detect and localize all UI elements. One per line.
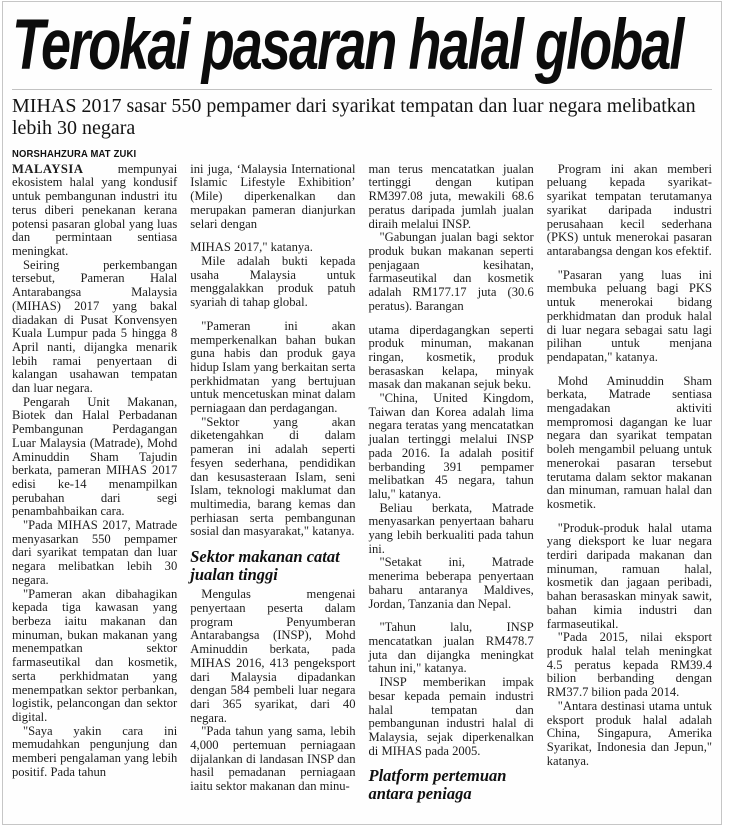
article-paragraph: "Pada 2015, nilai eksport produk halal telah meningkat 4.5 peratus kepada RM39.4 bilion berbanding dengan RM37.7 bilion pada 2014. — [546, 630, 712, 700]
article-paragraph: "Produk-produk halal utama yang dieksport ke luar negara terdiri daripada makanan dan minuman, ramuan halal, kosmetik dan jagaan peribadi, bahan berasaskan minyak sawit, bahan kimia industri dan farmaseutikal. — [546, 520, 712, 631]
article-paragraph: Seiring perkembangan tersebut, Pameran Halal Antarabangsa Malaysia (MIHAS) 2017 yang bakal diadakan di Pusat Konvensyen Kuala Lumpur pada 5 hingga 8 April nanti, dijangka menarik lebih ramai penyertaan di kalangan usahawan tempatan dan luar negara. — [12, 257, 178, 396]
article-paragraph: Program ini akan memberi peluang kepada syarikat-syarikat tempatan terutamanya syarikat daripada industri perusahaan kecil sederhana (PKS) untuk menerokai pasaran antarabangsa dengan kos efektif. — [546, 162, 712, 258]
newspaper-clipping — [2, 1, 722, 825]
article-paragraph: "Pameran ini akan memperkenalkan bahan bukan guna habis dan produk gaya hidup Islam yang berkaitan serta perkhidmatan yang bertujuan untuk mencetuskan minat dalam perniagaan dan perdagangan. — [190, 318, 356, 416]
article-paragraph: Mengulas mengenai penyertaan peserta dalam program Penyumberan Antarabangsa (INSP), Mohd Aminuddin berkata, pada MIHAS 2016, 413 pengeksport dari Malaysia dipadankan dengan 584 pembeli luar negara dari 365 syarikat, dari 40 negara. — [190, 587, 356, 725]
article-paragraph: Pengarah Unit Makanan, Biotek dan Halal Perbadanan Pembangunan Perdagangan Luar Malaysia (Matrade), Mohd Aminuddin Sham Tajudin berkata, pameran MIHAS 2017 edisi ke-14 menampilkan perubahan dari segi penambahbaikan cara. — [12, 394, 178, 519]
article-paragraph: "Pasaran yang luas ini membuka peluang bagi PKS untuk menerokai bidang perkhidmatan dan produk halal di luar negara sebagai satu lagi pilihan untuk menjana pendapatan," katanya. — [546, 267, 712, 364]
article-paragraph: "Pada tahun yang sama, lebih 4,000 pertemuan perniagaan dijalankan di landasan INSP dan hasil pemadanan perniagaan iaitu sektor makanan dan minu- — [190, 724, 356, 794]
article-paragraph: Mohd Aminuddin Sham berkata, Matrade sentiasa mengadakan aktiviti mempromosi dagangan ke luar negara dan syarikat tempatan boleh mengambil peluang untuk menerokai pasaran tersebut terutama dalam sektor makanan dan minuman, ramuan halal dan kosmetik. — [546, 373, 712, 511]
article-paragraph: utama diperdagangkan seperti produk minuman, makanan ringan, kosmetik, produk berasaskan kelapa, minyak masak dan makanan sejuk beku. — [368, 322, 534, 392]
article-column-3 — [369, 163, 534, 825]
article-paragraph: "Pada MIHAS 2017, Matrade menyasarkan 550 pempamer dari syarikat tempatan dan luar negara melibatkan lebih 30 negara. — [12, 518, 178, 587]
article-column-2 — [190, 163, 355, 825]
article-paragraph: Beliau berkata, Matrade menyasarkan penyertaan baharu yang lebih berkualiti pada tahun ini. — [368, 500, 534, 556]
article-paragraph: MALAYSIA mempunyai ekosistem halal yang kondusif untuk pembangunan industri itu terus diberi penekanan kerana potensi pasaran global yang luas dan permintaan sentiasa meningkat. — [12, 162, 178, 258]
article-paragraph: "Tahun lalu, INSP mencatatkan jualan RM478.7 juta dan dijangka meningkat tahun ini," katanya. — [368, 620, 534, 676]
article-subheadline: MIHAS 2017 sasar 550 pempamer dari syarikat tempatan dan luar negara melibatkan lebih 30 negara — [12, 95, 696, 140]
article-column-4 — [547, 163, 712, 825]
article-byline: NORSHAHZURA MAT ZUKI — [12, 147, 137, 160]
section-subheading: Sektor makanan catat jualan tinggi — [190, 547, 340, 585]
article-paragraph: "Setakat ini, Matrade menerima beberapa penyertaan baharu antaranya Maldives, Jordan, Tanzania dan Nepal. — [368, 555, 534, 611]
article-paragraph: "Pameran akan dibahagikan kepada tiga kawasan yang berbeza iaitu makanan dan minuman, bukan makanan yang menempatkan sektor farmaseutikal dan kosmetik, serta perkhidmatan yang menempatkan sektor perbankan, logistik, pelancongan dan sektor digital. — [12, 586, 178, 724]
article-paragraph: "China, United Kingdom, Taiwan dan Korea adalah lima negara teratas yang mencatatkan jualan tertinggi melalui INSP pada 2016. Ia adalah positif berbanding 391 pempamer melibatkan 45 negara, tahun lalu," katanya. — [368, 391, 534, 501]
article-paragraph: ini juga, ‘Malaysia International Islamic Lifestyle Exhibition’ (Mile) diperkenalkan dan merupakan pameran dianjurkan selari dengan — [190, 162, 356, 231]
article-paragraph: MIHAS 2017," katanya. — [190, 240, 313, 255]
article-paragraph: man terus mencatatkan jualan tertinggi dengan kutipan RM397.08 juta, mewakili 68.6 peratus daripada jumlah jualan diraih melalui INSP. — [368, 162, 534, 231]
article-column-1 — [12, 163, 177, 825]
article-paragraph: "Antara destinasi utama untuk eksport produk halal adalah China, Singapura, Amerika Syarikat, Indonesia dan Jepun," katanya. — [546, 698, 712, 768]
section-subheading: Platform pertemuan antara peniaga — [368, 766, 507, 804]
article-paragraph: Mile adalah bukti kepada usaha Malaysia untuk menggalakkan produk patuh syariah di tahap global. — [190, 254, 356, 310]
article-columns — [12, 163, 712, 825]
article-headline: Terokai pasaran halal global — [12, 6, 683, 85]
lead-word: MALAYSIA — [12, 162, 84, 176]
headline-divider — [12, 89, 712, 90]
article-paragraph: "Sektor yang akan diketengahkan di dalam pameran ini adalah seperti fesyen sederhana, pendidikan dan kesusasteraan Islam, seni Islam, teknologi maklumat dan multimedia, barang kemas dan perhiasan serta pembangunan sosial dan masyarakat," katanya. — [190, 414, 356, 539]
article-paragraph: "Gabungan jualan bagi sektor produk bukan makanan seperti penjagaan kesihatan, farmaseutikal dan kosmetik adalah RM177.17 juta (30.6 peratus). Barangan — [368, 230, 534, 313]
article-paragraph: "Saya yakin cara ini memudahkan pengunjung dan memberi pengalaman yang lebih positif. Pada tahun — [12, 723, 178, 779]
article-paragraph: INSP memberikan impak besar kepada pemain industri halal tempatan dan pembangunan industri halal di Malaysia, sejak diperkenalkan di MIHAS pada 2005. — [368, 675, 534, 758]
